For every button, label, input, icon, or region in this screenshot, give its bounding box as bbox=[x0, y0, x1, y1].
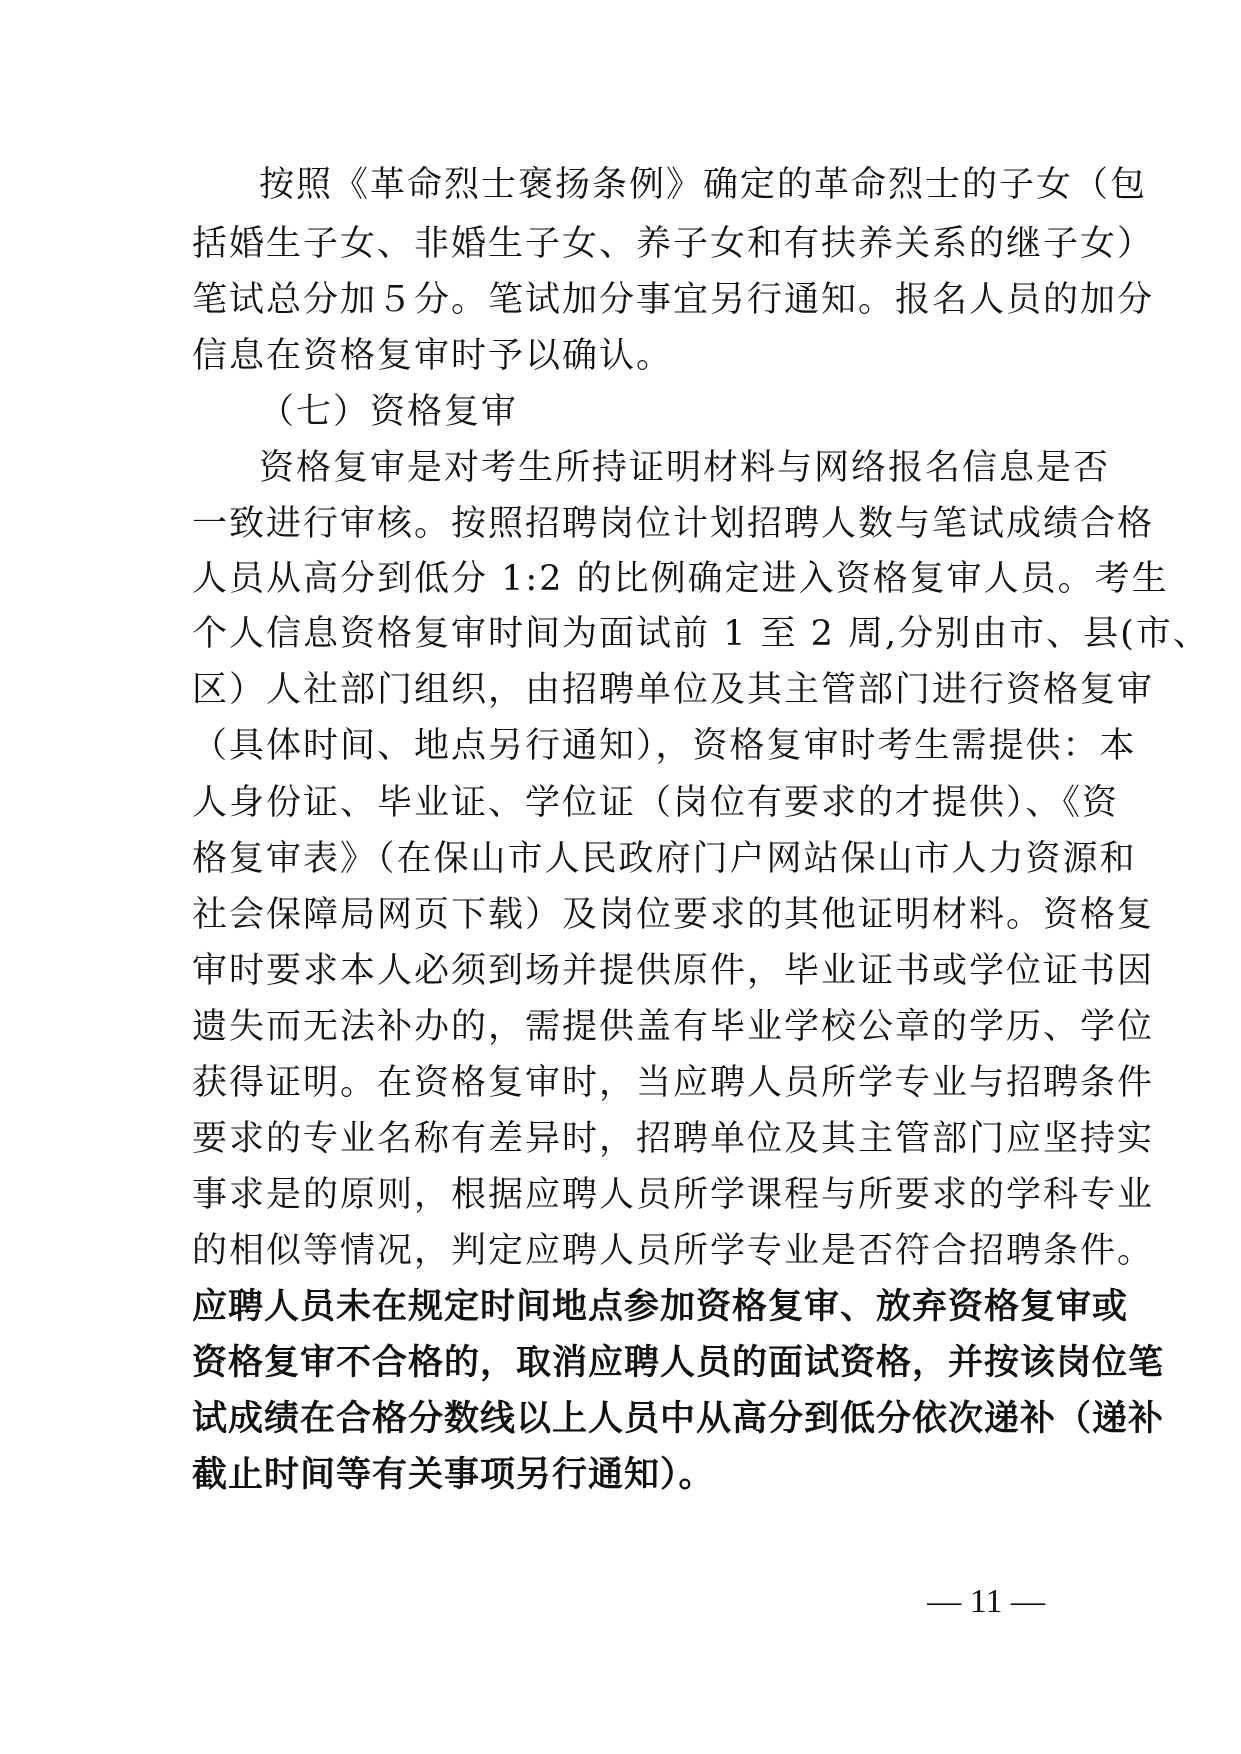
paragraph-line: 个人信息资格复审时间为面试前 1 至 2 周,分别由市、县(市、 bbox=[192, 614, 1210, 654]
paragraph-line: 审时要求本人必须到场并提供原件，毕业证书或学位证书因 bbox=[192, 951, 1155, 991]
paragraph-line: 的相似等情况，判定应聘人员所学专业是否符合招聘条件。 bbox=[192, 1231, 1155, 1271]
paragraph-line: 遗失而无法补办的，需提供盖有毕业学校公章的学历、学位 bbox=[192, 1007, 1155, 1047]
paragraph-line: 人员从高分到低分 1:2 的比例确定进入资格复审人员。考生 bbox=[192, 559, 1169, 599]
paragraph-line: 括婚生子女、非婚生子女、养子女和有扶养关系的继子女） bbox=[192, 224, 1155, 264]
paragraph-line: 获得证明。在资格复审时，当应聘人员所学专业与招聘条件 bbox=[192, 1063, 1155, 1103]
bold-paragraph-line: 应聘人员未在规定时间地点参加资格复审、放弃资格复审或 bbox=[192, 1287, 1129, 1327]
paragraph-line: 格复审表》（在保山市人民政府门户网站保山市人力资源和 bbox=[192, 839, 1137, 879]
page-number: — 11 — bbox=[927, 1583, 1045, 1620]
paragraph-line: 笔试总分加５分。笔试加分事宜另行通知。报名人员的加分 bbox=[192, 280, 1155, 320]
paragraph-line: 人身份证、毕业证、学位证（岗位有要求的才提供）、《资 bbox=[192, 783, 1120, 823]
paragraph-line: 要求的专业名称有差异时，招聘单位及其主管部门应坚持实 bbox=[192, 1119, 1155, 1159]
bold-paragraph-line: 截止时间等有关事项另行通知）。 bbox=[192, 1455, 715, 1495]
paragraph-line: 按照《革命烈士褒扬条例》确定的革命烈士的子女（包 bbox=[259, 165, 1148, 205]
bold-paragraph-line: 试成绩在合格分数线以上人员中从高分到低分依次递补（递补 bbox=[192, 1399, 1165, 1439]
section-heading: （七）资格复审 bbox=[259, 392, 519, 432]
paragraph-line: （具体时间、地点另行通知），资格复审时考生需提供：本 bbox=[192, 726, 1137, 766]
paragraph-line: 区）人社部门组织，由招聘单位及其主管部门进行资格复审 bbox=[192, 670, 1155, 710]
paragraph-line: 一致进行审核。按照招聘岗位计划招聘人数与笔试成绩合格 bbox=[192, 504, 1155, 544]
paragraph-line: 事求是的原则，根据应聘人员所学课程与所要求的学科专业 bbox=[192, 1175, 1155, 1215]
bold-paragraph-line: 资格复审不合格的，取消应聘人员的面试资格，并按该岗位笔 bbox=[192, 1343, 1165, 1383]
paragraph-line: 社会保障局网页下载）及岗位要求的其他证明材料。资格复 bbox=[192, 895, 1155, 935]
paragraph-line: 信息在资格复审时予以确认。 bbox=[192, 336, 674, 376]
paragraph-line: 资格复审是对考生所持证明材料与网络报名信息是否 bbox=[259, 448, 1111, 488]
